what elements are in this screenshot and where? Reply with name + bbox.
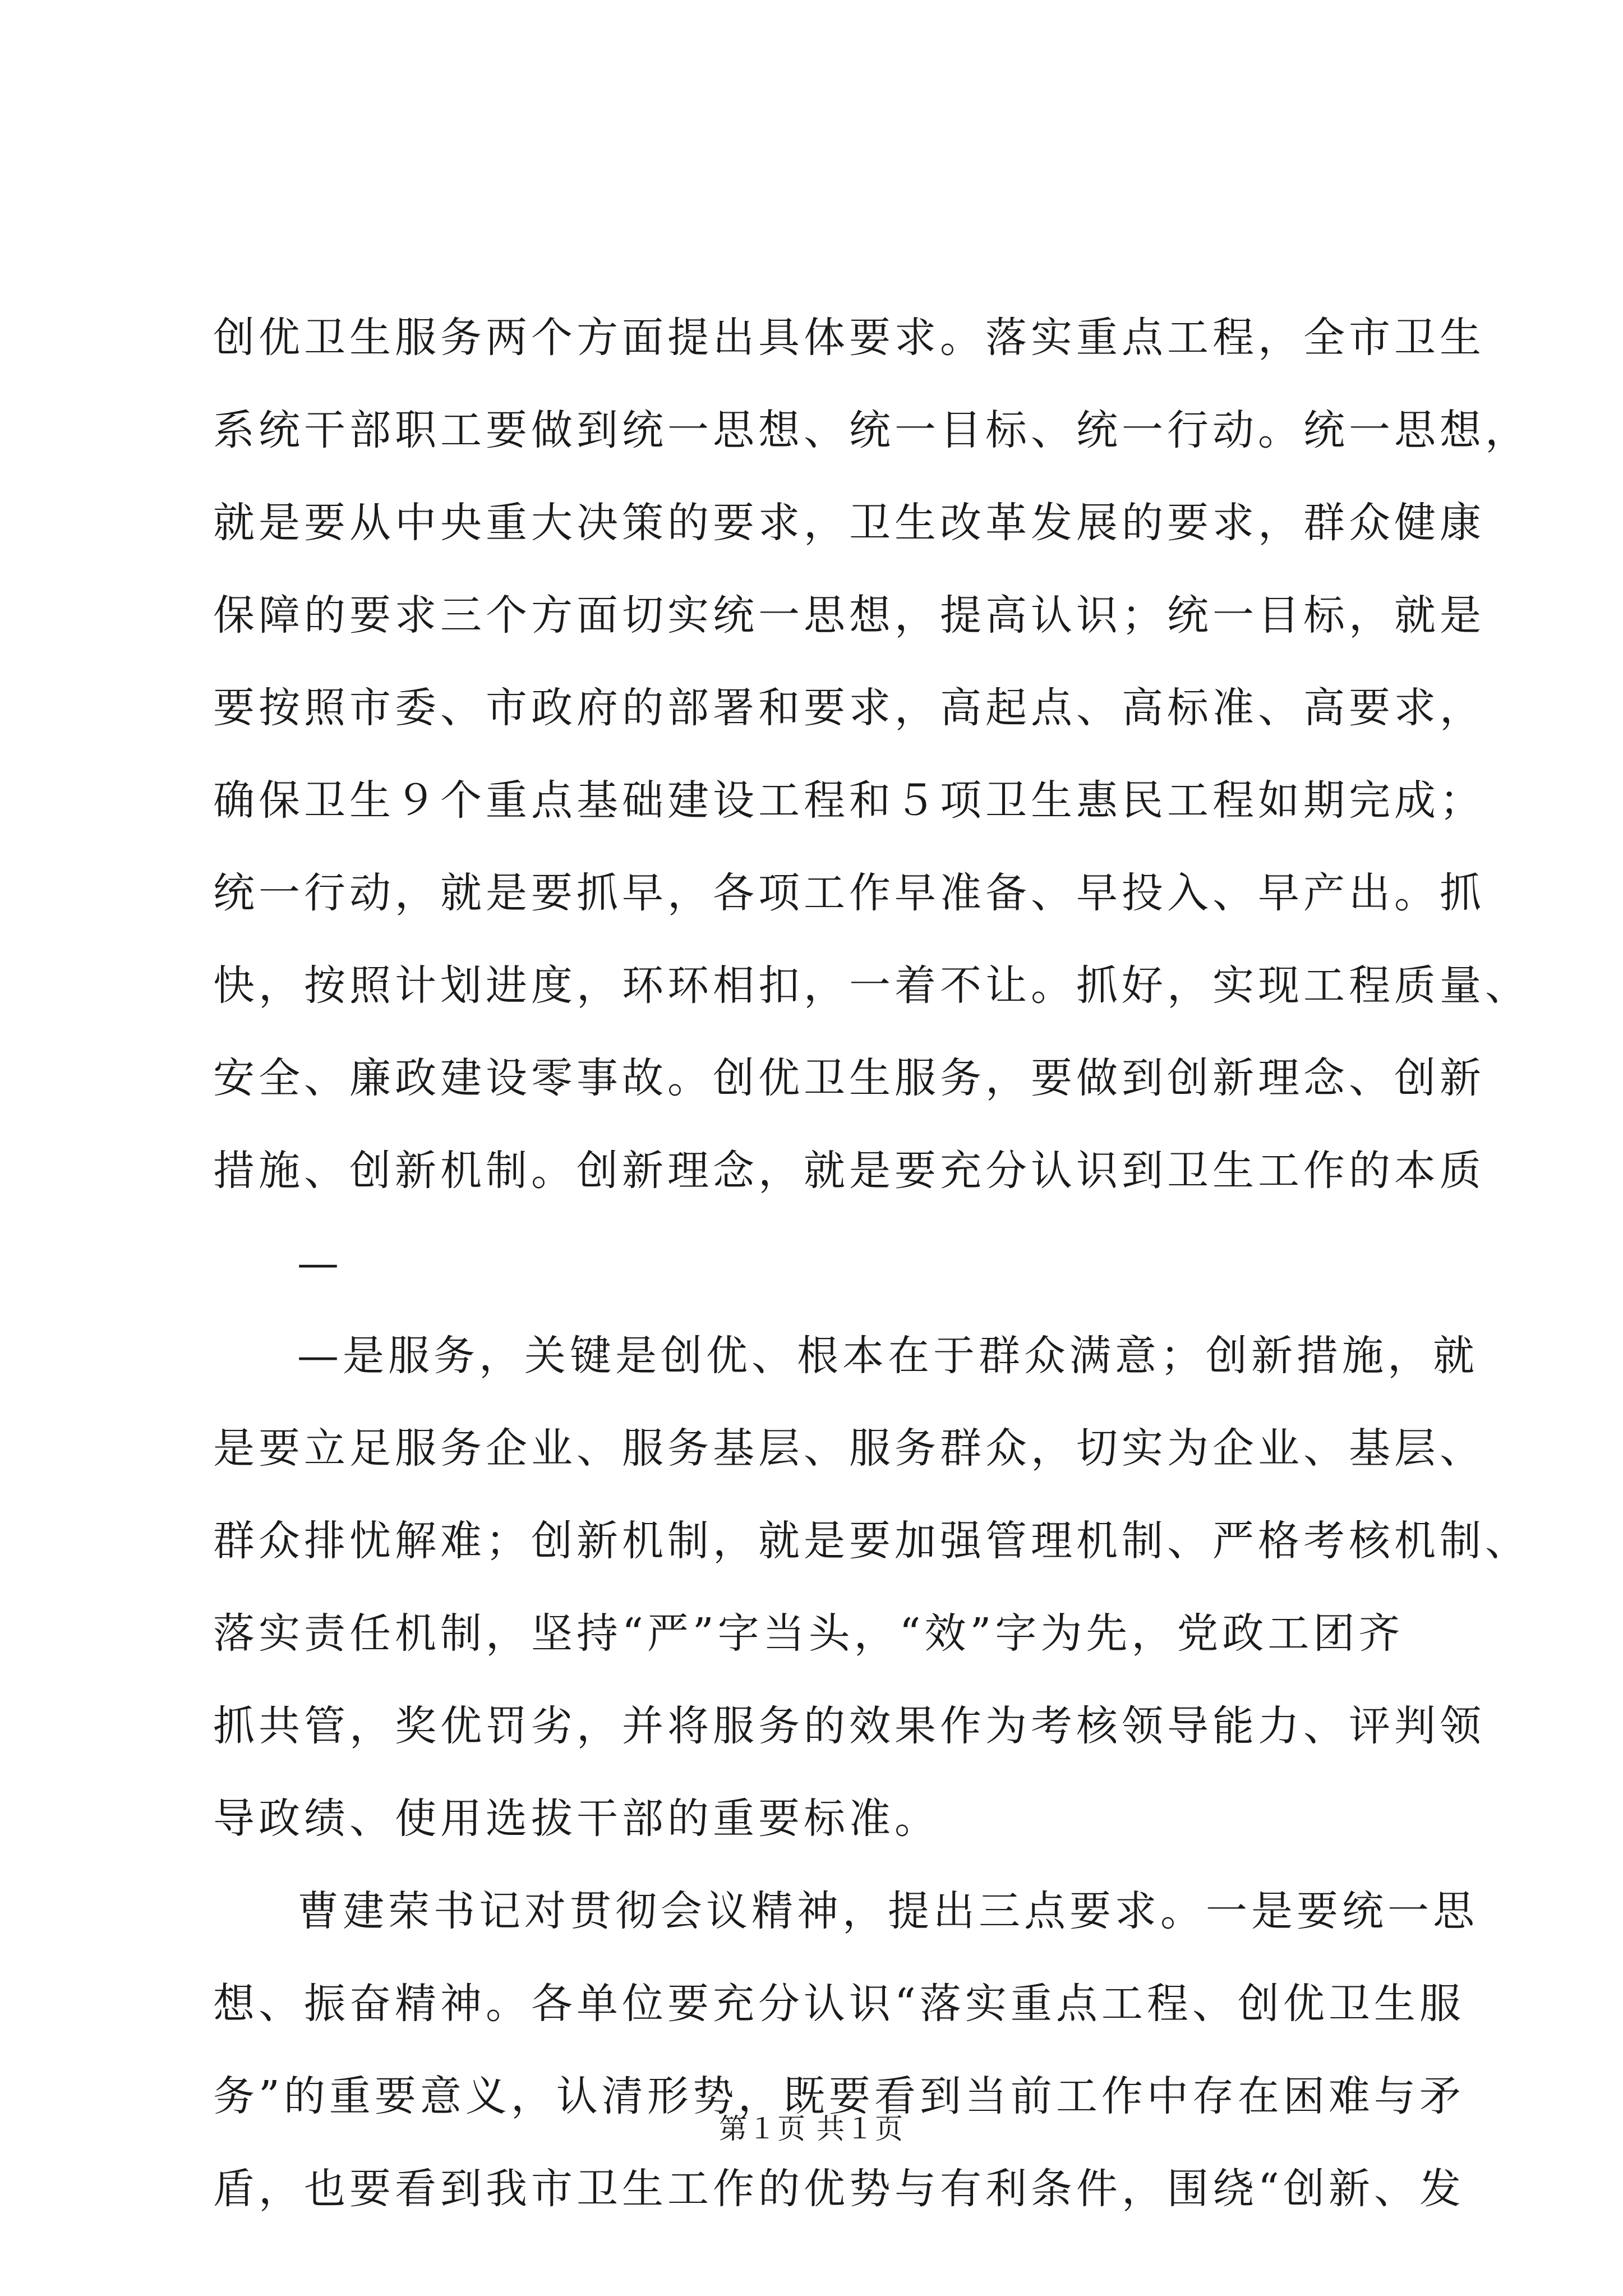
text-line: 保障的要求三个方面切实统一思想，提高认识；统一目标，就是 <box>213 591 1485 639</box>
text-line: 抓共管，奖优罚劣，并将服务的效果作为考核领导能力、评判领 <box>213 1702 1485 1750</box>
page-footer <box>0 2106 1623 2147</box>
text-line: 是要立足服务企业、服务基层、服务群众，切实为企业、基层、 <box>213 1424 1485 1473</box>
text-line: 系统干部职工要做到统一思想、统一目标、统一行动。统一思想， <box>213 406 1530 454</box>
text-line: 确保卫生９个重点基础建设工程和５项卫生惠民工程如期完成； <box>213 776 1485 825</box>
text-line: 安全、廉政建设零事故。创优卫生服务，要做到创新理念、创新 <box>213 1054 1485 1102</box>
text-line: 落实责任机制，坚持“严”字当头，“效”字为先，党政工团齐 <box>213 1609 1404 1658</box>
text-line: 群众排忧解难；创新机制，就是要加强管理机制、严格考核机制、 <box>213 1517 1530 1565</box>
text-line: 统一行动，就是要抓早，各项工作早准备、早投入、早产出。抓 <box>213 869 1485 917</box>
text-line: 创优卫生服务两个方面提出具体要求。落实重点工程，全市卫生 <box>213 314 1485 362</box>
text-line: 要按照市委、市政府的部署和要求，高起点、高标准、高要求， <box>213 684 1485 732</box>
dash-line: — <box>297 1239 343 1287</box>
document-body <box>213 292 1530 2235</box>
text-line: 务”的重要意义，认清形势，既要看到当前工作中存在困难与矛 <box>213 2072 1465 2120</box>
text-line: 想、振奋精神。各单位要充分认识“落实重点工程、创优卫生服 <box>213 1980 1465 2028</box>
text-line: 就是要从中央重大决策的要求，卫生改革发展的要求，群众健康 <box>213 499 1485 547</box>
text-line: 措施、创新机制。创新理念，就是要充分认识到卫生工作的本质 <box>213 1147 1485 1195</box>
text-line: 快，按照计划进度，环环相扣，一着不让。抓好，实现工程质量、 <box>213 961 1530 1010</box>
text-line: 曹建荣书记对贯彻会议精神，提出三点要求。一是要统一思 <box>297 1887 1478 1935</box>
text-line: 盾，也要看到我市卫生工作的优势与有利条件，围绕“创新、发 <box>213 2165 1465 2213</box>
text-line: 导政绩、使用选拔干部的重要标准。 <box>213 1795 940 1843</box>
page-number-label: 第１页 共１页 <box>719 2113 904 2145</box>
text-line: —是服务，关键是创优、根本在于群众满意；创新措施，就 <box>297 1332 1478 1380</box>
